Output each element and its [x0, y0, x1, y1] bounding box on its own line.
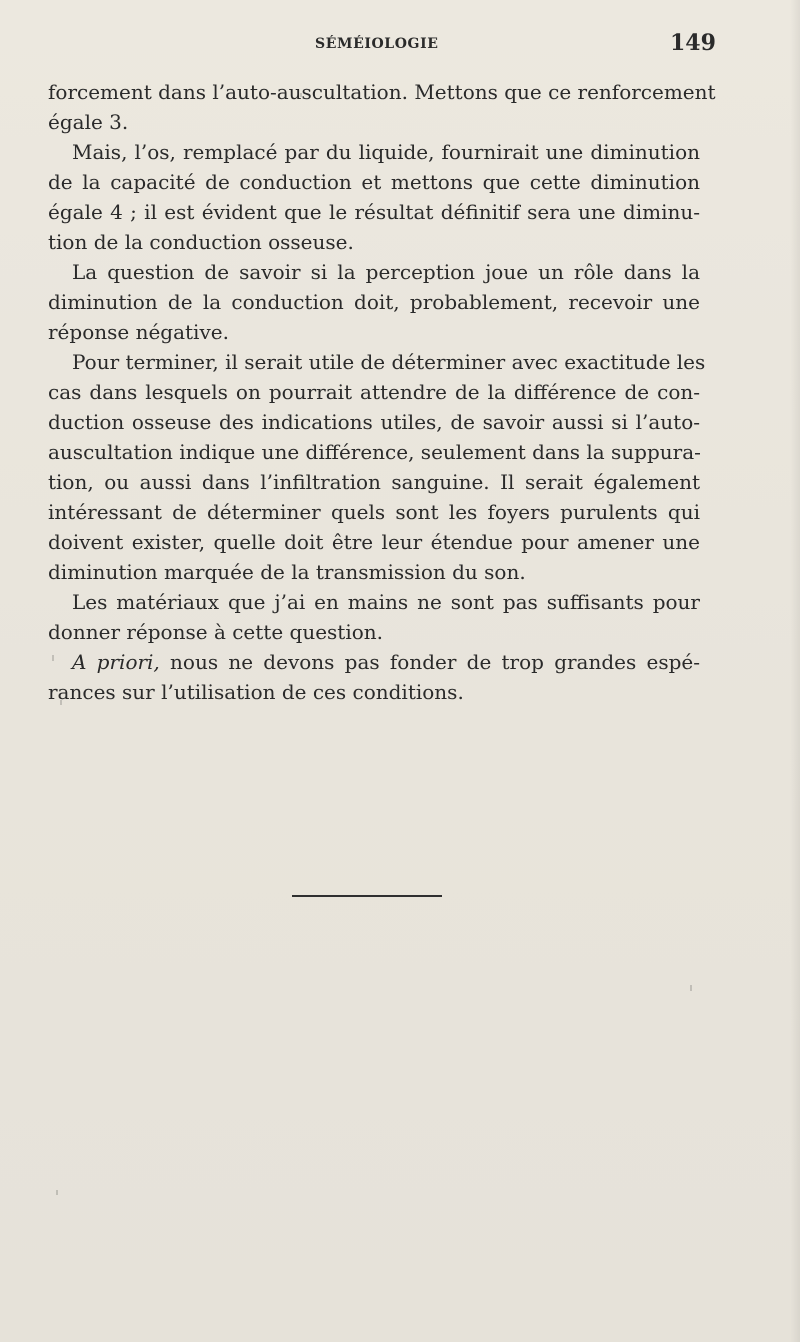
text-line: rances sur l’utilisation de ces conditions.: [48, 680, 464, 704]
text-line: diminution marquée de la transmission du son.: [48, 560, 526, 584]
paper-speck: [52, 655, 54, 661]
paper-speck: [56, 1190, 58, 1195]
text-line: intéressant de déterminer quels sont les foyers purulents qui: [48, 500, 700, 524]
text-line: forcement dans l’auto-auscultation. Mettons que ce renforcement: [48, 80, 716, 104]
text-line: Les matériaux que j’ai en mains ne sont pas suffisants pour: [72, 590, 700, 614]
text-line: de la capacité de conduction et mettons que cette diminution: [48, 170, 700, 194]
page-edge-shadow: [790, 0, 800, 1342]
paper-speck: [300, 93, 302, 97]
text-line: [48, 647, 700, 677]
text-line: donner réponse à cette question.: [48, 620, 384, 644]
page-number: 149: [670, 30, 716, 56]
text-line: réponse négative.: [48, 320, 229, 344]
text-line: duction osseuse des indications utiles, de savoir aussi si l’auto-: [48, 410, 700, 434]
text-line: auscultation indique une différence, seulement dans la suppura-: [48, 440, 701, 464]
a-priori-phrase: A priori,: [72, 650, 160, 674]
text-line: tion, ou aussi dans l’infiltration sanguine. Il serait également: [48, 470, 700, 494]
running-title: SÉMÉIOLOGIE: [315, 36, 439, 52]
text-line: Mais, l’os, remplacé par du liquide, fournirait une diminution: [72, 140, 700, 164]
text-line: doivent exister, quelle doit être leur étendue pour amener une: [48, 530, 700, 554]
text-line: égale 4 ; il est évident que le résultat définitif sera une diminu-: [48, 200, 700, 224]
running-header: [0, 30, 800, 58]
paper-speck: [60, 700, 62, 705]
text-line: diminution de la conduction doit, probablement, recevoir une: [48, 290, 700, 314]
text-line-rest: nous ne devons pas fonder de trop grandes espé-: [170, 650, 700, 674]
text-line: tion de la conduction osseuse.: [48, 230, 354, 254]
paper-speck: [690, 985, 692, 991]
text-line: égale 3.: [48, 110, 129, 134]
text-line: La question de savoir si la perception joue un rôle dans la: [72, 260, 700, 284]
body-text: [48, 77, 716, 707]
text-line: cas dans lesquels on pourrait attendre de la différence de con-: [48, 380, 700, 404]
end-rule: [292, 895, 442, 897]
text-line: Pour terminer, il serait utile de déterminer avec exactitude les: [72, 350, 706, 374]
